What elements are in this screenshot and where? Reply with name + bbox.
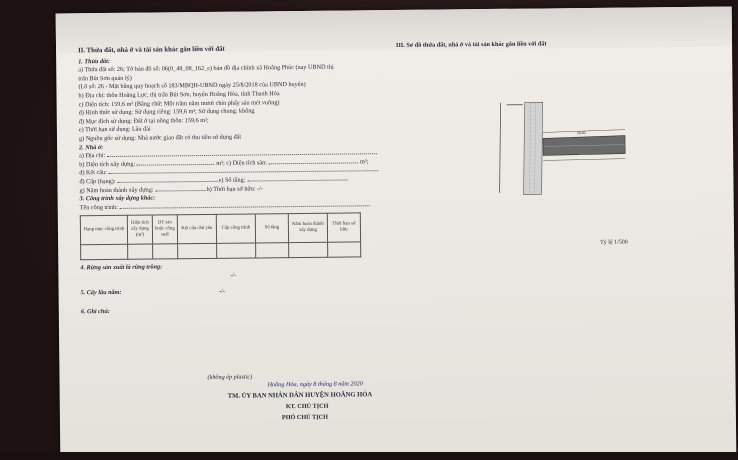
signer-title: PHÓ CHỦ TỊCH: [281, 413, 328, 422]
house-floors-label: e) Số tầng:: [218, 176, 246, 184]
parcel-diagram: [497, 94, 632, 197]
table-header-cell: Diện tích xây dựng (m²): [127, 215, 152, 244]
table-cell: [289, 242, 328, 257]
table-cell: [153, 244, 178, 259]
dotted-fill: [108, 170, 378, 174]
section-ii-title: II. Thửa đất, nhà ở và tài sản khác gắn liền với đất: [78, 45, 225, 55]
house-heading: 2. Nhà ở:: [79, 143, 104, 151]
house-term-label: h) Thời hạn sở hữu:: [206, 184, 256, 193]
table-header-row: [80, 213, 360, 245]
left-column: [78, 44, 411, 317]
land-line: e) Thời hạn sử dụng: Lâu dài: [78, 125, 151, 134]
signing-capacity: KT. CHỦ TỊCH: [285, 402, 329, 411]
place-date: Hoằng Hóa, ngày 8 tháng 8 năm 2020: [267, 380, 363, 389]
scale-label: Tỷ lệ 1/500: [600, 239, 628, 246]
house-address-label: a) Địa chỉ:: [79, 152, 106, 160]
stamp-note: (không ép plastic): [207, 373, 253, 381]
forest-value: -/-: [230, 271, 237, 279]
land-line: b) Địa chỉ: thôn Hoằng Lực, thị trấn Bút Sơn, huyện Hoằng Hóa, tỉnh Thanh Hóa: [78, 90, 280, 100]
table-cell: [128, 244, 153, 259]
table-cell: [328, 242, 361, 257]
table-cell: [81, 245, 128, 260]
dotted-fill: [268, 162, 358, 164]
table-header-cell: Hạng mục công trình: [80, 216, 127, 245]
dotted-fill: [107, 153, 377, 157]
unit-label: m²;: [359, 158, 369, 166]
section-iii-title: III. Sơ đồ thửa đất, nhà ở và tài sản khác gắn liền với đất: [395, 40, 547, 49]
dim-label-top: 20.00: [576, 131, 586, 136]
land-line: a) Thửa đất số: 26; Tờ bản đồ số: 06(0_48_08_162_e) bản đồ địa chính xã Hoằng Phúc (nay UBND thị: [78, 63, 334, 74]
table-cell: [178, 244, 217, 259]
land-line: (Lô số: 26 - Mặt bằng quy hoạch số 183/MBQH-UBND ngày 25/8/2018 của UBND huyện): [78, 81, 306, 91]
house-area-label: b) Diện tích xây dựng:: [79, 160, 136, 169]
land-line: trấn Bút Sơn quản lý): [78, 74, 132, 83]
certificate-page: [56, 6, 737, 460]
road-strip: [523, 102, 544, 194]
table-header-cell: DT sàn hoặc công suất: [152, 215, 177, 244]
trees-value: -/-: [219, 288, 225, 296]
trees-heading: 5. Cây lâu năm:: [80, 289, 122, 297]
land-details: [78, 63, 409, 144]
land-heading: 1. Thửa đất:: [78, 57, 110, 65]
table-header-cell: Kết cấu chủ yếu: [177, 215, 216, 244]
land-line: c) Diện tích: 159,6 m² (Bằng chữ: Một trăm năm mươi chín phẩy sáu mét vuông): [78, 98, 280, 108]
dim-label-bottom: 20.00: [579, 153, 588, 159]
dotted-fill: [137, 164, 215, 166]
house-grade-label: đ) Cấp (hạng):: [79, 177, 116, 186]
dotted-fill: [117, 181, 217, 183]
land-line: g) Nguồn gốc sử dụng: Nhà nước giao đất có thu tiền sử dụng đất: [78, 133, 242, 143]
dim-line-bottom: [543, 159, 625, 161]
works-heading: 3. Công trình xây dựng khác:: [79, 194, 156, 203]
land-line: đ) Mục đích sử dụng: Đất ở tại nông thôn: 159,6 m²;: [78, 116, 209, 126]
works-table: [80, 213, 361, 261]
diagram-left-edge: [499, 103, 502, 193]
table-header-cell: Năm hoàn thành xây dựng: [288, 213, 327, 242]
table-cell: [217, 243, 256, 258]
notes-heading: 6. Ghi chú:: [80, 308, 110, 316]
works-name-label: Tên công trình:: [79, 203, 118, 211]
house-structure-label: d) Kết cấu:: [79, 169, 107, 177]
forest-heading: 4. Rừng sản xuất là rừng trồng:: [80, 263, 163, 272]
house-term-value: -/-: [257, 184, 263, 192]
photo-bottom-edge: [0, 452, 738, 460]
house-year-label: g) Năm hoàn thành xây dựng:: [79, 186, 154, 194]
issuing-authority: TM. ỦY BAN NHÂN DÂN HUYỆN HOẰNG HÓA: [227, 391, 373, 400]
table-header-cell: Số tầng: [255, 214, 288, 243]
table-header-cell: Cấp công trình: [216, 214, 255, 243]
dotted-fill: [119, 205, 369, 209]
dotted-fill: [155, 189, 205, 191]
dotted-fill: [247, 179, 347, 181]
land-line: d) Hình thức sử dụng: Sử dụng riêng: 159,6 m²; Sử dụng chung: không: [78, 107, 255, 117]
table-header-cell: Thời hạn sở hữu: [327, 213, 360, 242]
table-cell: [256, 243, 289, 258]
house-floor-area-label: m²; c) Diện tích sàn:: [216, 159, 267, 167]
